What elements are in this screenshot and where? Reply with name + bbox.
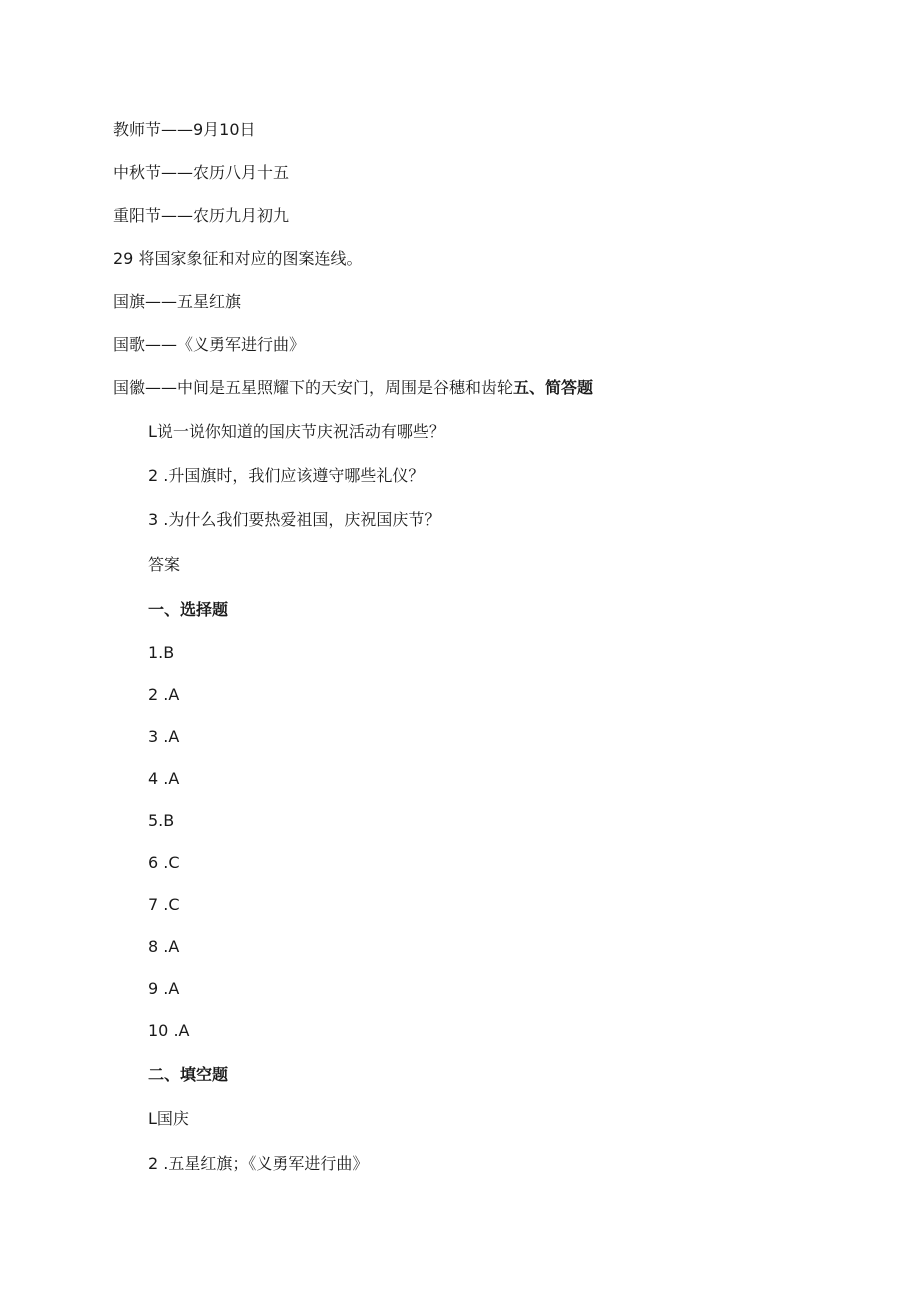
- short-answer-q2: 2 .升国旗时，我们应该遵守哪些礼仪？: [148, 466, 425, 485]
- answer-item: 5.B: [148, 811, 175, 830]
- symbol-line-anthem: 国歌——《义勇军进行曲》: [113, 335, 306, 354]
- section-heading-choice: 一、选择题: [148, 600, 229, 619]
- symbol-line-emblem: 国徽——中间是五星照耀下的天安门，周围是谷穗和齿轮: [113, 378, 514, 397]
- answers-title: 答案: [148, 555, 181, 574]
- festival-line: 教师节——9月10日: [113, 120, 256, 139]
- answer-item: 3 .A: [148, 727, 180, 746]
- short-answer-q3: 3 .为什么我们要热爱祖国，庆祝国庆节？: [148, 510, 441, 529]
- answer-item: 1.B: [148, 643, 175, 662]
- answer-item: 2 .五星红旗；《义勇军进行曲》: [148, 1154, 369, 1173]
- festival-line: 重阳节——农历九月初九: [113, 206, 290, 225]
- symbol-line-emblem-row: [113, 378, 593, 398]
- answer-item: L国庆: [148, 1109, 189, 1128]
- question-29: 29 将国家象征和对应的图案连线。: [113, 249, 363, 268]
- section-heading-fill-blank: 二、填空题: [148, 1065, 229, 1084]
- answer-item: 6 .C: [148, 853, 180, 872]
- answer-item: 9 .A: [148, 979, 180, 998]
- answer-item: 4 .A: [148, 769, 180, 788]
- answer-item: 2 .A: [148, 685, 180, 704]
- section-heading-short-answer: 五、简答题: [513, 378, 594, 397]
- answer-item: 8 .A: [148, 937, 180, 956]
- festival-line: 中秋节——农历八月十五: [113, 163, 290, 182]
- answer-item: 7 .C: [148, 895, 180, 914]
- short-answer-q1: L说一说你知道的国庆节庆祝活动有哪些？: [148, 422, 445, 441]
- symbol-line-flag: 国旗——五星红旗: [113, 292, 242, 311]
- answer-item: 10 .A: [148, 1021, 190, 1040]
